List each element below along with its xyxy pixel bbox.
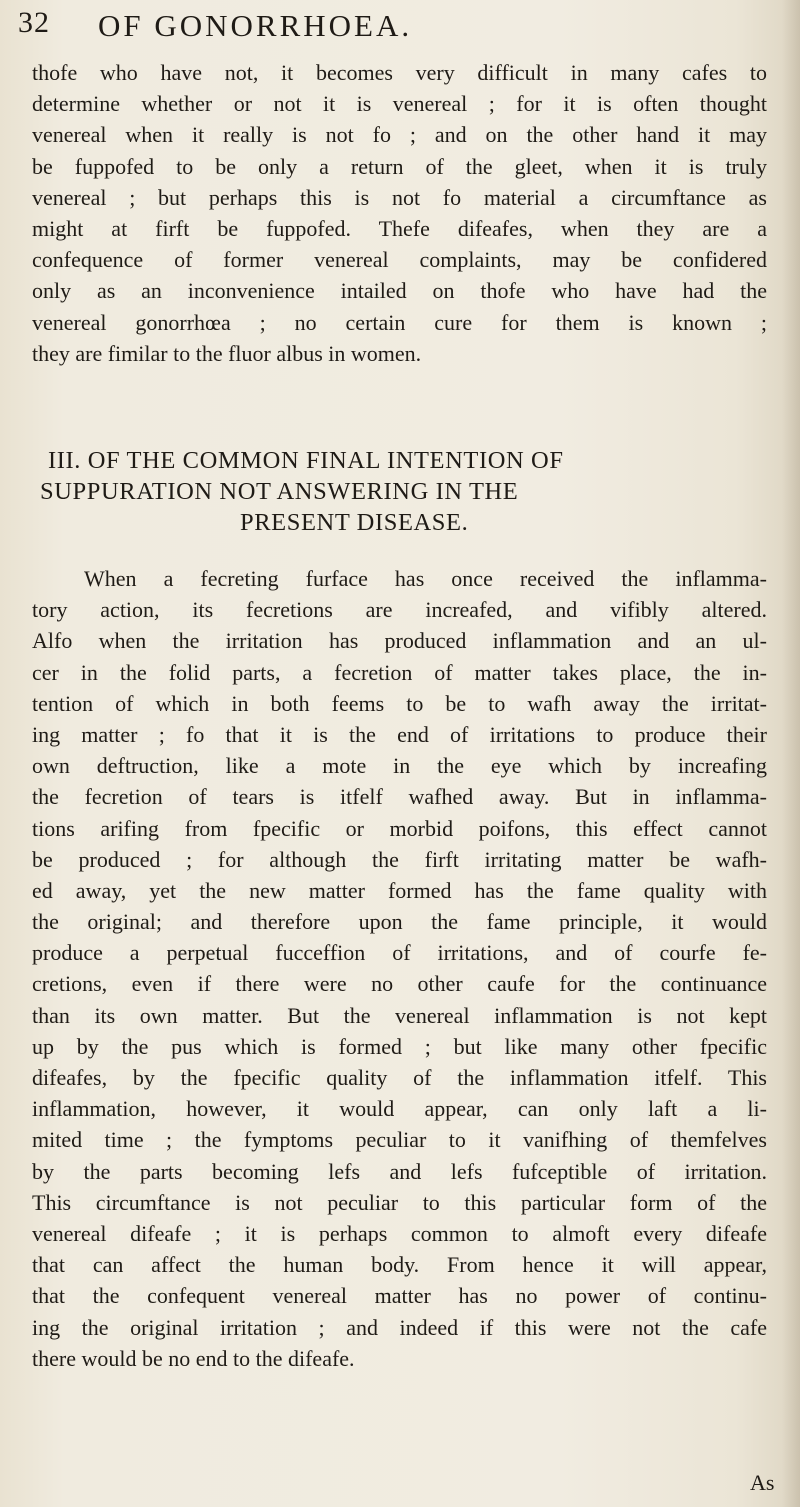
- text-line: be fuppofed to be only a return of the gleet, when it is truly: [32, 153, 767, 179]
- text-line: that can affect the human body. From hence it will appear,: [32, 1252, 767, 1278]
- text-line: mited time ; the fymptoms peculiar to it vanifhing of themfelves: [32, 1127, 767, 1153]
- heading-line: SUPPURATION NOT ANSWERING IN THE: [40, 478, 519, 505]
- text-line: might at firft be fuppofed. Thefe difeafes, when they are a: [32, 215, 767, 241]
- text-line: venereal when it really is not fo ; and on the other hand it may: [32, 122, 767, 148]
- text-line: venereal gonorrhœa ; no certain cure for them is known ;: [32, 309, 767, 335]
- text-line: the fecretion of tears is itfelf wafhed away. But in inflamma-: [32, 784, 767, 810]
- page-header: [18, 6, 778, 46]
- text-line: When a fecreting furface has once received the inflamma-: [84, 566, 767, 591]
- text-line: there would be no end to the difeafe.: [32, 1345, 355, 1371]
- text-line: determine whether or not it is venereal ; for it is often thought: [32, 91, 767, 117]
- text-line: ed away, yet the new matter formed has the fame quality with: [32, 877, 767, 903]
- section-heading: [40, 445, 770, 538]
- text-line: by the parts becoming lefs and lefs fufceptible of irritation.: [32, 1158, 767, 1184]
- text-line: cretions, even if there were no other caufe for the continuance: [32, 971, 767, 997]
- text-line: This circumftance is not peculiar to this particular form of the: [32, 1189, 767, 1215]
- text-line: tention of which in both feems to be to wafh away the irritat-: [32, 690, 767, 716]
- text-line: inflammation, however, it would appear, can only laft a li-: [32, 1096, 767, 1122]
- text-line: produce a perpetual fucceffion of irritations, and of courfe fe-: [32, 940, 767, 966]
- text-line: thofe who have not, it becomes very difficult in many cafes to: [32, 60, 767, 85]
- text-line: difeafes, by the fpecific quality of the inflammation itfelf. This: [32, 1065, 767, 1090]
- text-line: confequence of former venereal complaints, may be confidered: [32, 247, 767, 273]
- heading-line: PRESENT DISEASE.: [240, 509, 469, 536]
- text-line: that the confequent venereal matter has no power of continu-: [32, 1283, 767, 1309]
- heading-line: III. OF THE COMMON FINAL INTENTION OF: [48, 447, 564, 474]
- text-line: venereal difeafe ; it is perhaps common to almoft every difeafe: [32, 1220, 767, 1246]
- text-line: be produced ; for although the firft irritating matter be wafh-: [32, 846, 767, 872]
- paragraph-2: [32, 563, 767, 1374]
- text-line: ing matter ; fo that it is the end of irritations to produce their: [32, 721, 767, 747]
- running-head: OF GONORRHOEA.: [98, 8, 413, 43]
- text-line: Alfo when the irritation has produced inflammation and an ul-: [32, 628, 767, 654]
- text-line: than its own matter. But the venereal inflammation is not kept: [32, 1002, 767, 1028]
- text-line: they are fimilar to the fluor albus in women.: [32, 340, 422, 366]
- text-line: only as an inconvenience intailed on thofe who have had the: [32, 278, 767, 304]
- text-line: cer in the folid parts, a fecretion of matter takes place, the in-: [32, 659, 767, 685]
- text-line: venereal ; but perhaps this is not fo material a circumftance as: [32, 184, 767, 210]
- text-line: the original; and therefore upon the fame principle, it would: [32, 909, 767, 935]
- text-line: tory action, its fecretions are increafed, and vifibly altered.: [32, 597, 767, 623]
- paragraph-1: [32, 57, 767, 369]
- text-line: tions arifing from fpecific or morbid poifons, this effect cannot: [32, 815, 767, 841]
- page-number: 32: [18, 6, 50, 39]
- catchword: As: [750, 1470, 775, 1495]
- text-line: own deftruction, like a mote in the eye which by increafing: [32, 753, 767, 779]
- text-line: ing the original irritation ; and indeed if this were not the cafe: [32, 1314, 767, 1340]
- text-line: up by the pus which is formed ; but like many other fpecific: [32, 1033, 767, 1059]
- page-edge-shadow: [782, 0, 800, 1507]
